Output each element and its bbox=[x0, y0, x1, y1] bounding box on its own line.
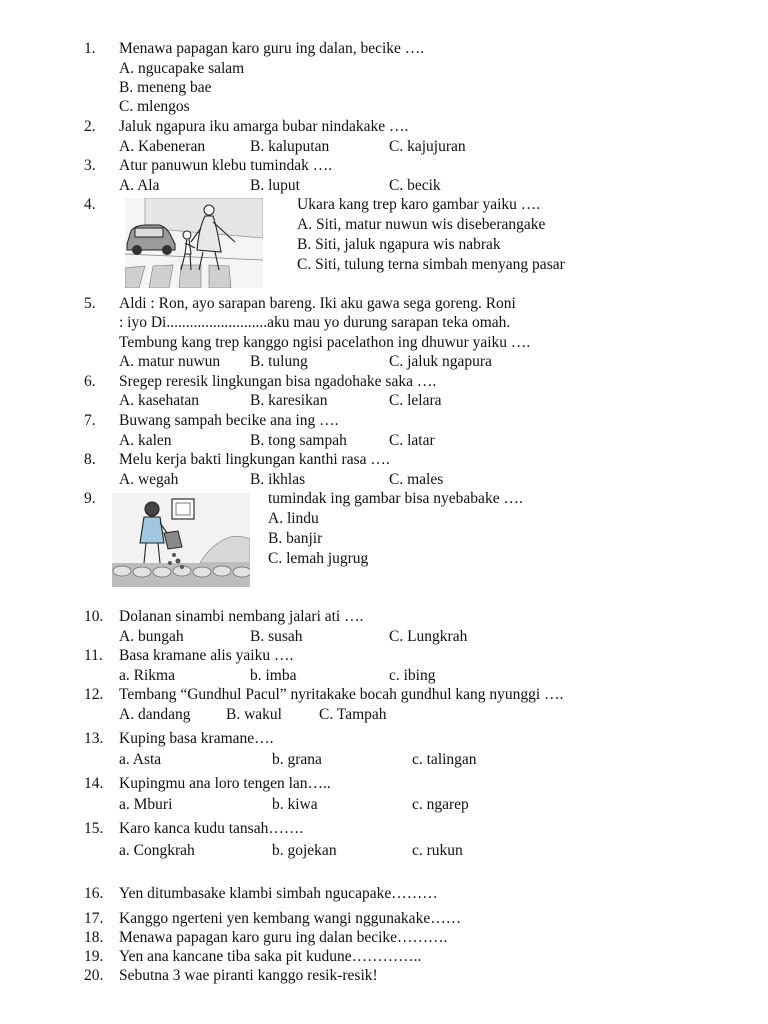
question-number: 12. bbox=[84, 686, 104, 703]
option: B. wakul bbox=[226, 706, 282, 723]
question-number: 15. bbox=[84, 820, 104, 837]
option: C. Siti, tulung terna simbah menyang pasar bbox=[297, 256, 565, 273]
question-number: 4. bbox=[84, 196, 96, 213]
option: C. lelara bbox=[389, 392, 442, 409]
option: a. Congkrah bbox=[119, 842, 195, 859]
option: A. kasehatan bbox=[119, 392, 200, 409]
question-text: Sregep reresik lingkungan bisa ngadohake saka …. bbox=[119, 373, 437, 390]
option: A. ngucapake salam bbox=[119, 60, 245, 77]
question-number: 1. bbox=[84, 40, 96, 57]
question-number: 20. bbox=[84, 967, 104, 984]
option: b. kiwa bbox=[272, 796, 318, 813]
option: A. Ala bbox=[119, 177, 160, 194]
question-number: 11. bbox=[84, 647, 103, 664]
option: A. bungah bbox=[119, 628, 184, 645]
option: C. Lungkrah bbox=[389, 628, 468, 645]
option: C. Tampah bbox=[319, 706, 387, 723]
question-text: Melu kerja bakti lingkungan kanthi rasa …. bbox=[119, 451, 390, 468]
option: A. matur nuwun bbox=[119, 353, 221, 370]
question-text: Basa kramane alis yaiku …. bbox=[119, 647, 294, 664]
question-text: Aldi : Ron, ayo sarapan bareng. Iki aku gawa sega goreng. Roni bbox=[119, 295, 516, 312]
question-number: 9. bbox=[84, 490, 96, 507]
question-text: Jaluk ngapura iku amarga bubar nindakake …. bbox=[119, 118, 409, 135]
option: A. Siti, matur nuwun wis diseberangake bbox=[297, 216, 546, 233]
question-number: 3. bbox=[84, 157, 96, 174]
option: a. Mburi bbox=[119, 796, 173, 813]
question-number: 16. bbox=[84, 885, 104, 902]
question-number: 8. bbox=[84, 451, 96, 468]
question-text: Buwang sampah becike ana ing …. bbox=[119, 412, 339, 429]
option: A. kalen bbox=[119, 432, 172, 449]
question-text: tumindak ing gambar bisa nyebabake …. bbox=[268, 490, 523, 507]
option: B. tulung bbox=[250, 353, 308, 370]
option: B. banjir bbox=[268, 530, 323, 547]
question-text: Atur panuwun klebu tumindak …. bbox=[119, 157, 333, 174]
question-number: 19. bbox=[84, 948, 104, 965]
option: A. lindu bbox=[268, 510, 319, 527]
option: B. susah bbox=[250, 628, 303, 645]
question-number: 2. bbox=[84, 118, 96, 135]
question-number: 7. bbox=[84, 412, 96, 429]
question-number: 13. bbox=[84, 730, 104, 747]
question-number: 10. bbox=[84, 608, 104, 625]
option: c. ibing bbox=[389, 667, 436, 684]
question-number: 14. bbox=[84, 775, 104, 792]
option: b. imba bbox=[250, 667, 297, 684]
question-text: Tembang “Gundhul Pacul” nyritakake bocah gundhul kang nyunggi …. bbox=[119, 686, 564, 703]
question-text: Karo kanca kudu tansah……. bbox=[119, 820, 304, 837]
option: c. talingan bbox=[412, 751, 477, 768]
question-number: 5. bbox=[84, 295, 96, 312]
question-number: 18. bbox=[84, 929, 104, 946]
option: B. meneng bae bbox=[119, 79, 212, 96]
option: A. dandang bbox=[119, 706, 191, 723]
question-text: Kanggo ngerteni yen kembang wangi nggunakake…… bbox=[119, 910, 462, 927]
option: B. ikhlas bbox=[250, 471, 306, 488]
option: b. gojekan bbox=[272, 842, 337, 859]
girl-throwing-trash-illustration bbox=[112, 493, 250, 587]
option: C. becik bbox=[389, 177, 441, 194]
question-text: : iyo Di..........................aku mau yo durung sarapan teka omah. bbox=[119, 314, 511, 331]
question-text: Dolanan sinambi nembang jalari ati …. bbox=[119, 608, 364, 625]
question-number: 17. bbox=[84, 910, 104, 927]
question-text: Menawa papagan karo guru ing dalan becike………. bbox=[119, 929, 448, 946]
question-text: Kuping basa kramane…. bbox=[119, 730, 274, 747]
option: B. kaluputan bbox=[250, 138, 330, 155]
option: B. karesikan bbox=[250, 392, 328, 409]
option: C. jaluk ngapura bbox=[389, 353, 492, 370]
option: C. kajujuran bbox=[389, 138, 466, 155]
option: c. ngarep bbox=[412, 796, 469, 813]
option: C. males bbox=[389, 471, 444, 488]
option: b. grana bbox=[272, 751, 322, 768]
option: B. Siti, jaluk ngapura wis nabrak bbox=[297, 236, 501, 253]
question-text: Tembung kang trep kanggo ngisi pacelathon ing dhuwur yaiku …. bbox=[119, 334, 531, 351]
question-text: Yen ana kancane tiba saka pit kudune………….. bbox=[119, 948, 422, 965]
option: B. tong sampah bbox=[250, 432, 347, 449]
question-text: Menawa papagan karo guru ing dalan, becike …. bbox=[119, 40, 425, 57]
option: a. Asta bbox=[119, 751, 162, 768]
option: C. lemah jugrug bbox=[268, 550, 369, 567]
option: A. Kabeneran bbox=[119, 138, 206, 155]
question-text: Ukara kang trep karo gambar yaiku …. bbox=[297, 196, 541, 213]
option: C. latar bbox=[389, 432, 435, 449]
option: C. mlengos bbox=[119, 98, 190, 115]
street-crossing-illustration bbox=[125, 198, 263, 288]
option: a. Rikma bbox=[119, 667, 175, 684]
question-text: Yen ditumbasake klambi simbah ngucapake……… bbox=[119, 885, 438, 902]
question-text: Sebutna 3 wae piranti kanggo resik-resik! bbox=[119, 967, 378, 984]
option: c. rukun bbox=[412, 842, 463, 859]
option: A. wegah bbox=[119, 471, 179, 488]
question-number: 6. bbox=[84, 373, 96, 390]
question-text: Kupingmu ana loro tengen lan….. bbox=[119, 775, 331, 792]
option: B. luput bbox=[250, 177, 300, 194]
